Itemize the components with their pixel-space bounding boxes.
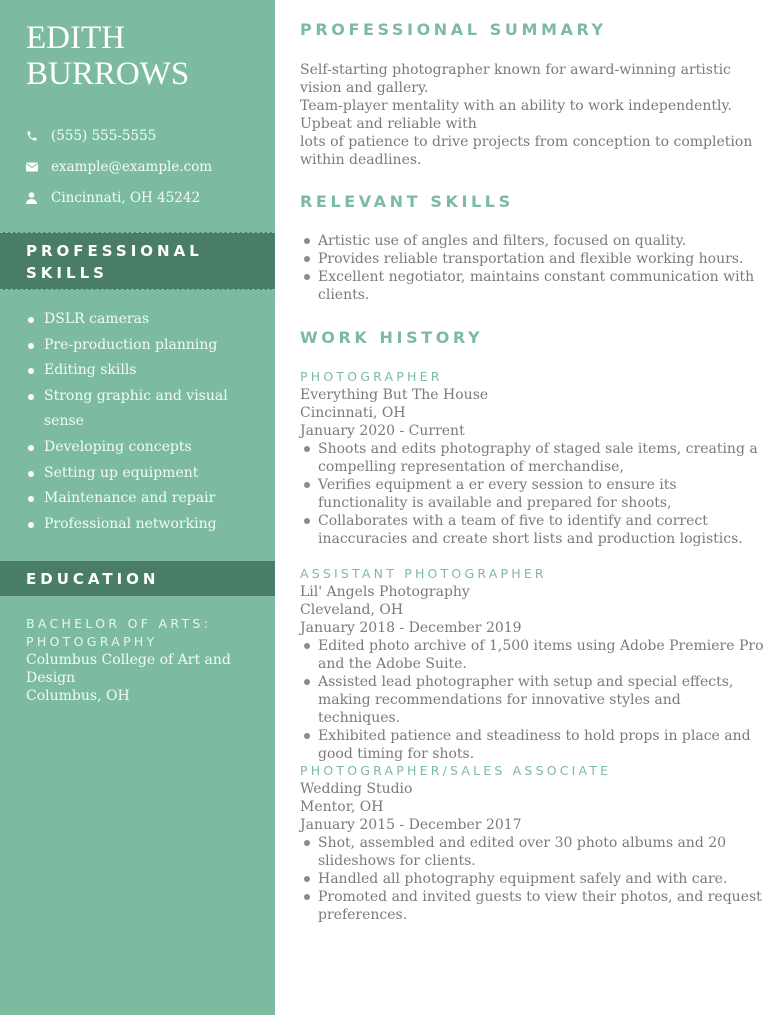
last-name: BURROWS: [26, 56, 190, 92]
skill-item: Pre-production planning: [26, 333, 246, 359]
job-company: Everything But The House: [300, 387, 489, 403]
location-text: Cincinnati, OH 45242: [51, 189, 201, 206]
summary-line: Self-starting photographer known for award-winning artistic vision and gallery.: [300, 62, 731, 96]
skill-item: DSLR cameras: [26, 307, 246, 333]
job-bullet: Edited photo archive of 1,500 items using Adobe Premiere Pro and the Adobe Suite.: [300, 637, 765, 673]
job-dates: January 2015 - December 2017: [300, 817, 522, 833]
email-address: example@example.com: [51, 158, 213, 175]
skill-item: Professional networking: [26, 512, 246, 538]
skill-item: Strong graphic and visual sense: [26, 384, 246, 435]
skill-item: Editing skills: [26, 358, 246, 384]
job-entry: [300, 368, 765, 548]
job-bullets: [300, 834, 765, 924]
sidebar: [0, 0, 275, 1015]
relevant-skills-list: [300, 232, 765, 304]
professional-skills-heading-line2: SKILLS: [26, 264, 108, 282]
job-location: Mentor, OH: [300, 799, 384, 815]
skill-item: Setting up equipment: [26, 461, 246, 487]
job-dates: January 2020 - Current: [300, 423, 465, 439]
relevant-skill-item: Excellent negotiator, maintains constant communication with clients.: [300, 268, 765, 304]
degree-line1: BACHELOR OF ARTS:: [26, 616, 212, 631]
job-bullet: Exhibited patience and steadiness to hold props in place and good timing for shots.: [300, 727, 765, 763]
first-name: EDITH: [26, 20, 125, 56]
job-company: Lil' Angels Photography: [300, 584, 470, 600]
person-icon: [26, 192, 51, 204]
relevant-skill-item: Provides reliable transportation and flexible working hours.: [300, 250, 765, 268]
professional-summary-heading: PROFESSIONAL SUMMARY: [300, 20, 607, 39]
job-bullet: Collaborates with a team of five to identify and correct inaccuracies and create short lists and production logistics.: [300, 512, 765, 548]
job-location: Cleveland, OH: [300, 602, 404, 618]
professional-summary-text: [300, 61, 765, 169]
contact-phone: [26, 120, 212, 151]
contact-list: [26, 120, 212, 213]
phone-icon: [26, 130, 51, 142]
job-title: ASSISTANT PHOTOGRAPHER: [300, 566, 547, 581]
education-entry: [26, 615, 261, 705]
job-bullet: Assisted lead photographer with setup and special eﬀects, making recommendations for innovative styles and techniques.: [300, 673, 765, 727]
job-entry: [300, 762, 765, 924]
work-history-heading: WORK HISTORY: [300, 328, 484, 347]
job-bullet: Shoots and edits photography of staged sale items, creating a compelling representation of merchandise,: [300, 440, 765, 476]
job-entry: [300, 565, 765, 763]
envelope-icon: [26, 162, 51, 172]
job-dates: January 2018 - December 2019: [300, 620, 522, 636]
job-bullet: Shot, assembled and edited over 30 photo albums and 20 slideshows for clients.: [300, 834, 765, 870]
education-heading: EDUCATION: [0, 561, 275, 596]
job-bullet: Verifies equipment a er every session to ensure its functionality is available and prepared for shoots,: [300, 476, 765, 512]
relevant-skill-item: Artistic use of angles and filters, focused on quality.: [300, 232, 765, 250]
job-bullet: Promoted and invited guests to view their photos, and request preferences.: [300, 888, 765, 924]
job-location: Cincinnati, OH: [300, 405, 406, 421]
school-name: Columbus College of Art and Design: [26, 652, 231, 686]
job-title: PHOTOGRAPHER/SALES ASSOCIATE: [300, 763, 612, 778]
summary-line: lots of patience to drive projects from conception to completion within deadlines.: [300, 134, 753, 168]
skill-item: Developing concepts: [26, 435, 246, 461]
school-location: Columbus, OH: [26, 688, 130, 704]
relevant-skills-heading: RELEVANT SKILLS: [300, 192, 514, 211]
job-bullets: [300, 637, 765, 763]
job-bullets: [300, 440, 765, 548]
professional-skills-list: [26, 307, 246, 537]
professional-skills-heading: [0, 232, 275, 290]
skill-item: Maintenance and repair: [26, 486, 246, 512]
degree-line2: PHOTOGRAPHY: [26, 634, 158, 649]
professional-skills-heading-line1: PROFESSIONAL: [26, 242, 203, 260]
job-bullet: Handled all photography equipment safely and with care.: [300, 870, 765, 888]
contact-location: [26, 182, 212, 213]
candidate-name: [26, 20, 189, 92]
job-company: Wedding Studio: [300, 781, 413, 797]
summary-line: Team-player mentality with an ability to work independently. Upbeat and reliable with: [300, 98, 733, 132]
job-title: PHOTOGRAPHER: [300, 369, 443, 384]
phone-number: (555) 555-5555: [51, 127, 157, 144]
contact-email: [26, 151, 212, 182]
